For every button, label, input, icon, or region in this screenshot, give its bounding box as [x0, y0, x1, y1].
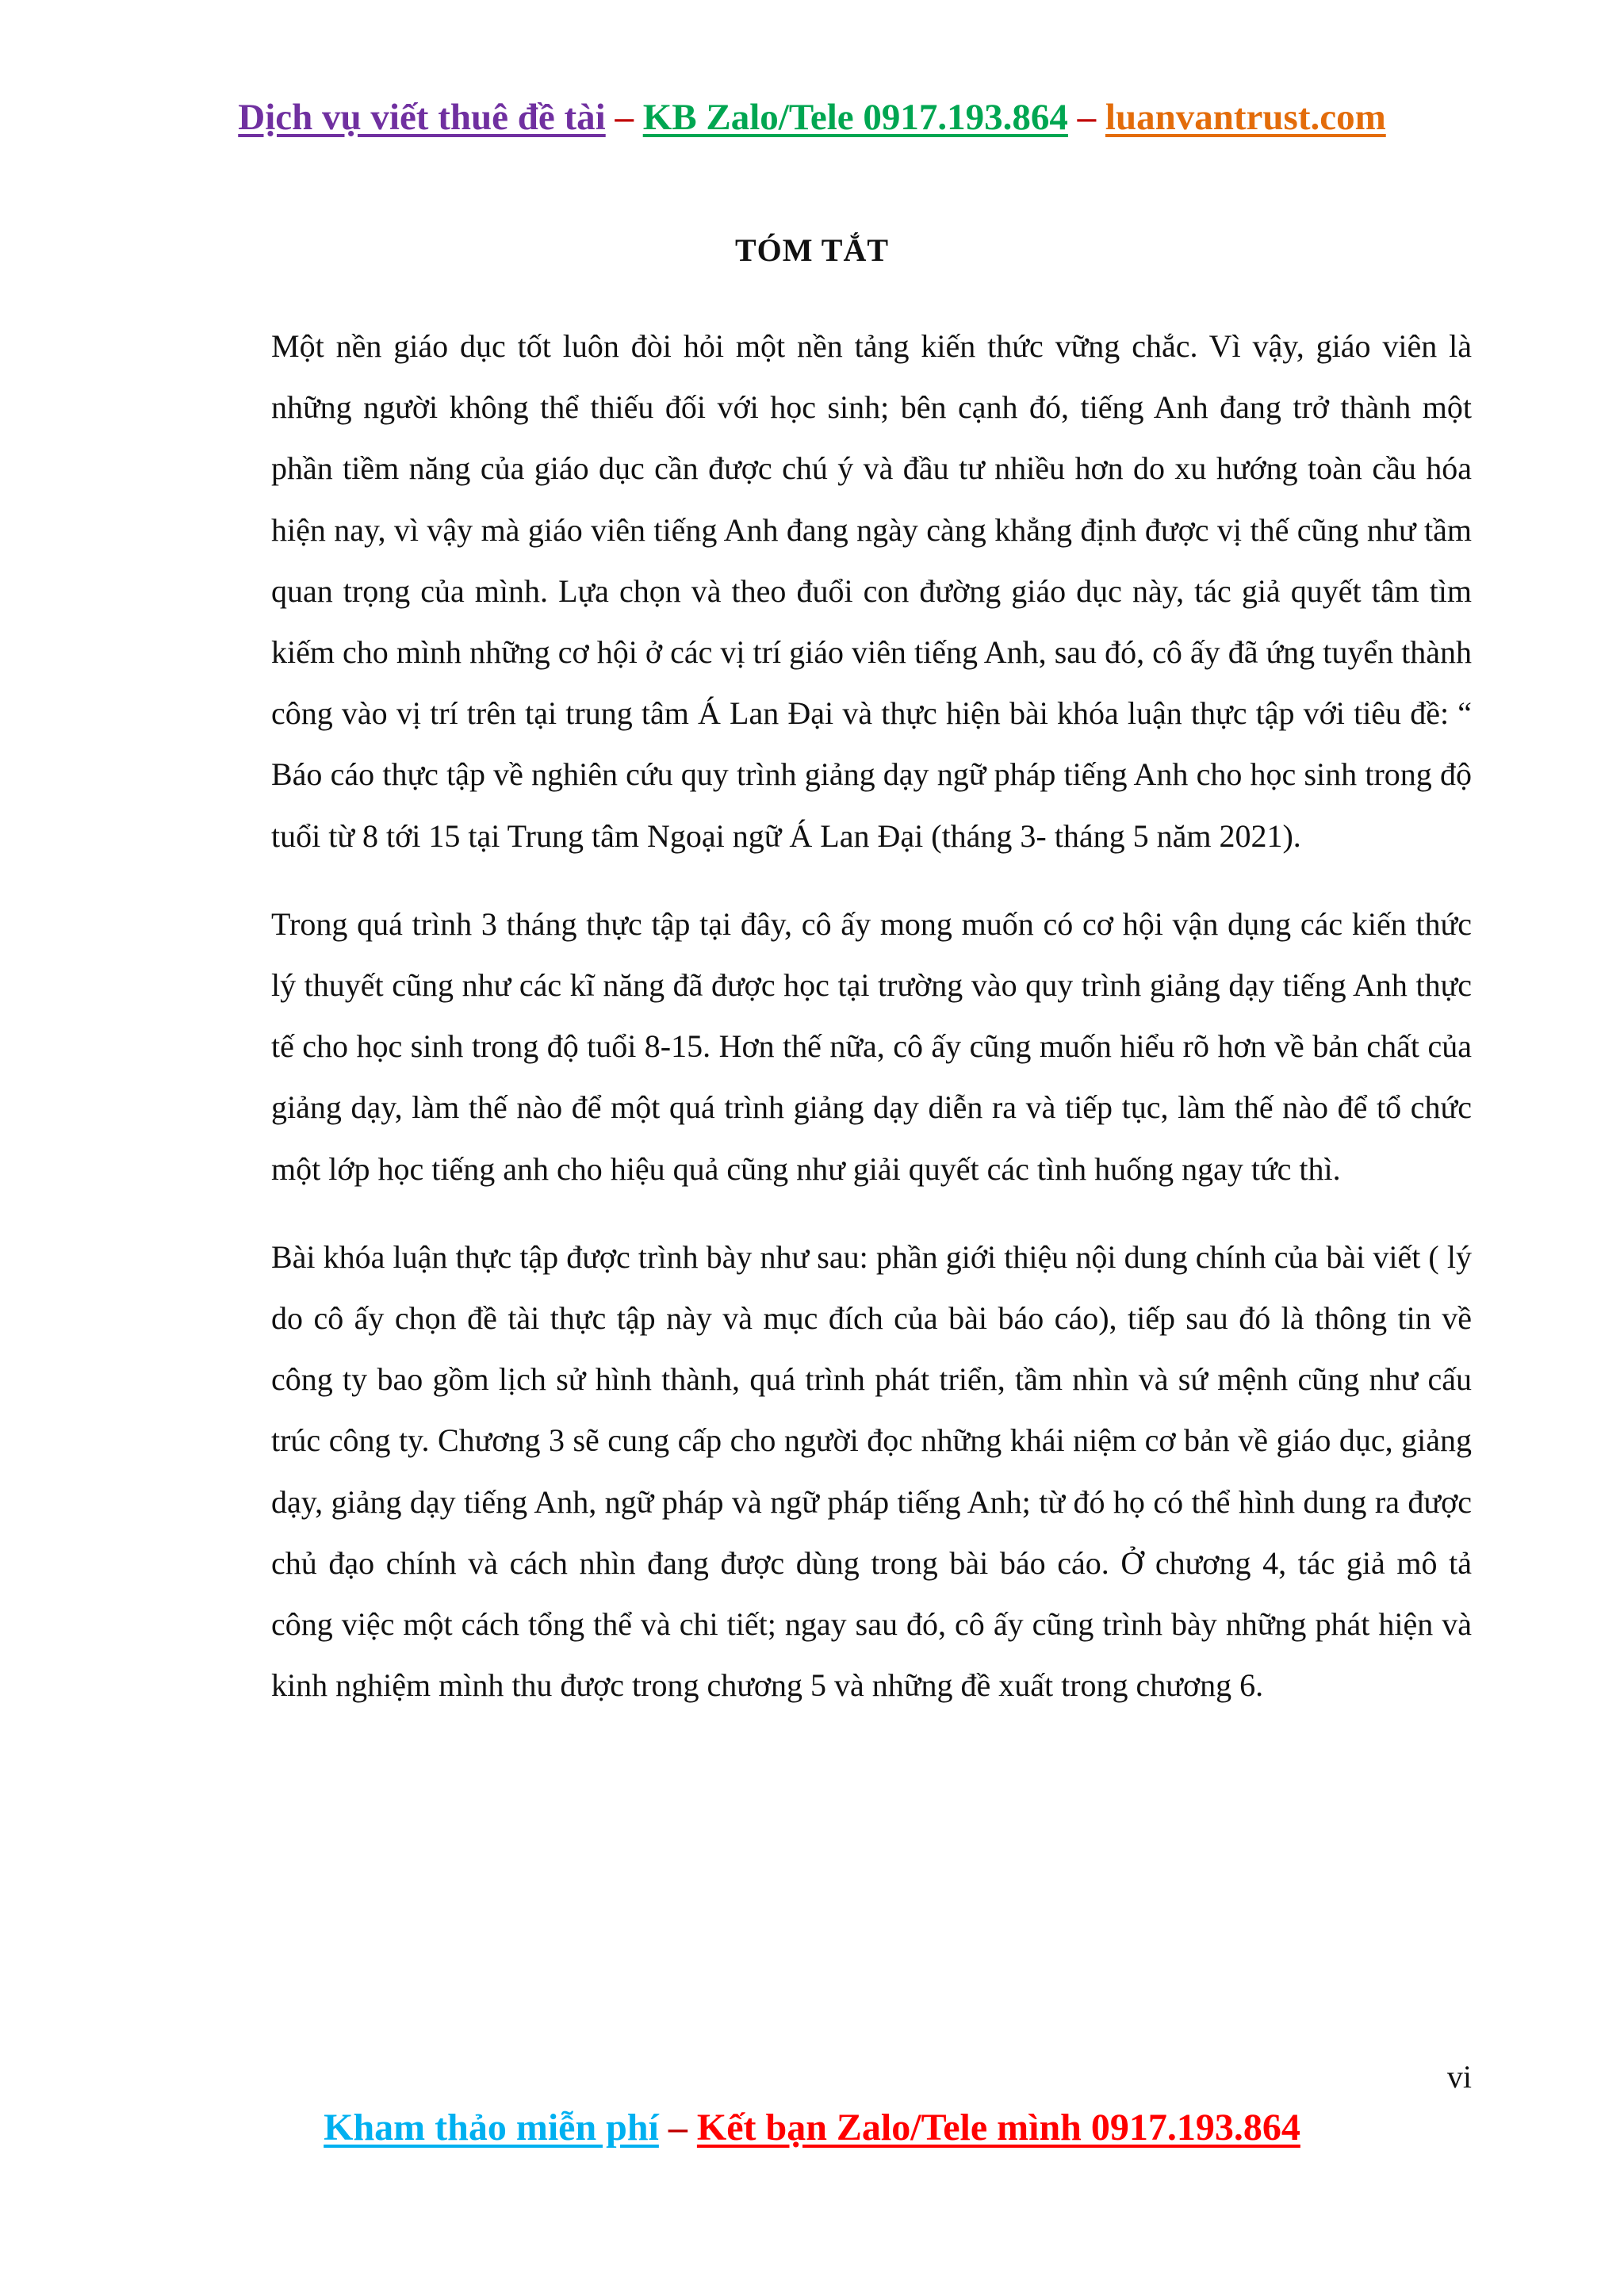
- footer-separator: –: [668, 2107, 688, 2149]
- document-body: [271, 316, 1472, 1743]
- service-link[interactable]: Dịch vụ viết thuê đề tài: [238, 97, 606, 138]
- zalo-contact-link[interactable]: KB Zalo/Tele 0917.193.864: [642, 97, 1068, 138]
- paragraph-1: Một nền giáo dục tốt luôn đòi hỏi một nền tảng kiến thức vững chắc. Vì vậy, giáo viên là những người không thể thiếu đối với học sinh; bên cạnh đó, tiếng Anh đang trở thành một phần tiềm năng của giáo dục cần được chú ý và đầu tư nhiều hơn do xu hướng toàn cầu hóa hiện nay, vì vậy mà giáo viên tiếng Anh đang ngày càng khẳng định được vị thế cũng như tầm quan trọng của mình. Lựa chọn và theo đuổi con đường giáo dục này, tác giả quyết tâm tìm kiếm cho mình những cơ hội ở các vị trí giáo viên tiếng Anh, sau đó, cô ấy đã ứng tuyển thành công vào vị trí trên tại trung tâm Á Lan Đại và thực hiện bài khóa luận thực tập với tiêu đề: “ Báo cáo thực tập về nghiên cứu quy trình giảng dạy ngữ pháp tiếng Anh cho học sinh trong độ tuổi từ 8 tới 15 tại Trung tâm Ngoại ngữ Á Lan Đại (tháng 3- tháng 5 năm 2021).: [271, 328, 1472, 854]
- page-footer: [0, 2106, 1624, 2149]
- header-separator: –: [1077, 97, 1097, 138]
- zalo-contact-link[interactable]: Kết bạn Zalo/Tele mình 0917.193.864: [696, 2107, 1300, 2149]
- paragraph-2: Trong quá trình 3 tháng thực tập tại đây, cô ấy mong muốn có cơ hội vận dụng các kiến thức lý thuyết cũng như các kĩ năng đã được học tại trường vào quy trình giảng dạy tiếng Anh thực tế cho học sinh trong độ tuổi 8-15. Hơn thế nữa, cô ấy cũng muốn hiểu rõ hơn về bản chất của giảng dạy, làm thế nào để một quá trình giảng dạy diễn ra và tiếp tục, làm thế nào để tổ chức một lớp học tiếng anh cho hiệu quả cũng như giải quyết các tình huống ngay tức thì.: [271, 905, 1472, 1187]
- header-separator: –: [615, 97, 634, 138]
- document-title: TÓM TẮT: [734, 232, 890, 268]
- page-number: vi: [1446, 2059, 1472, 2095]
- free-reference-link[interactable]: Kham thảo miễn phí: [324, 2107, 659, 2149]
- page-header: [0, 94, 1624, 141]
- paragraph-3: Bài khóa luận thực tập được trình bày như sau: phần giới thiệu nội dung chính của bài viết ( lý do cô ấy chọn đề tài thực tập này và mục đích của bài báo cáo), tiếp sau đó là thông tin về công ty bao gồm lịch sử hình thành, quá trình phát triển, tầm nhìn và sứ mệnh cũng như cấu trúc công ty. Chương 3 sẽ cung cấp cho người đọc những khái niệm cơ bản về giáo dục, giảng dạy, giảng dạy tiếng Anh, ngữ pháp và ngữ pháp tiếng Anh; từ đó họ có thể hình dung ra được chủ đạo chính và cách nhìn đang được dùng trong bài báo cáo. Ở chương 4, tác giả mô tả công việc một cách tổng thể và chi tiết; ngay sau đó, cô ấy cũng trình bày những phát hiện và kinh nghiệm mình thu được trong chương 5 và những đề xuất trong chương 6.: [271, 1238, 1472, 1704]
- website-link[interactable]: luanvantrust.com: [1105, 97, 1386, 138]
